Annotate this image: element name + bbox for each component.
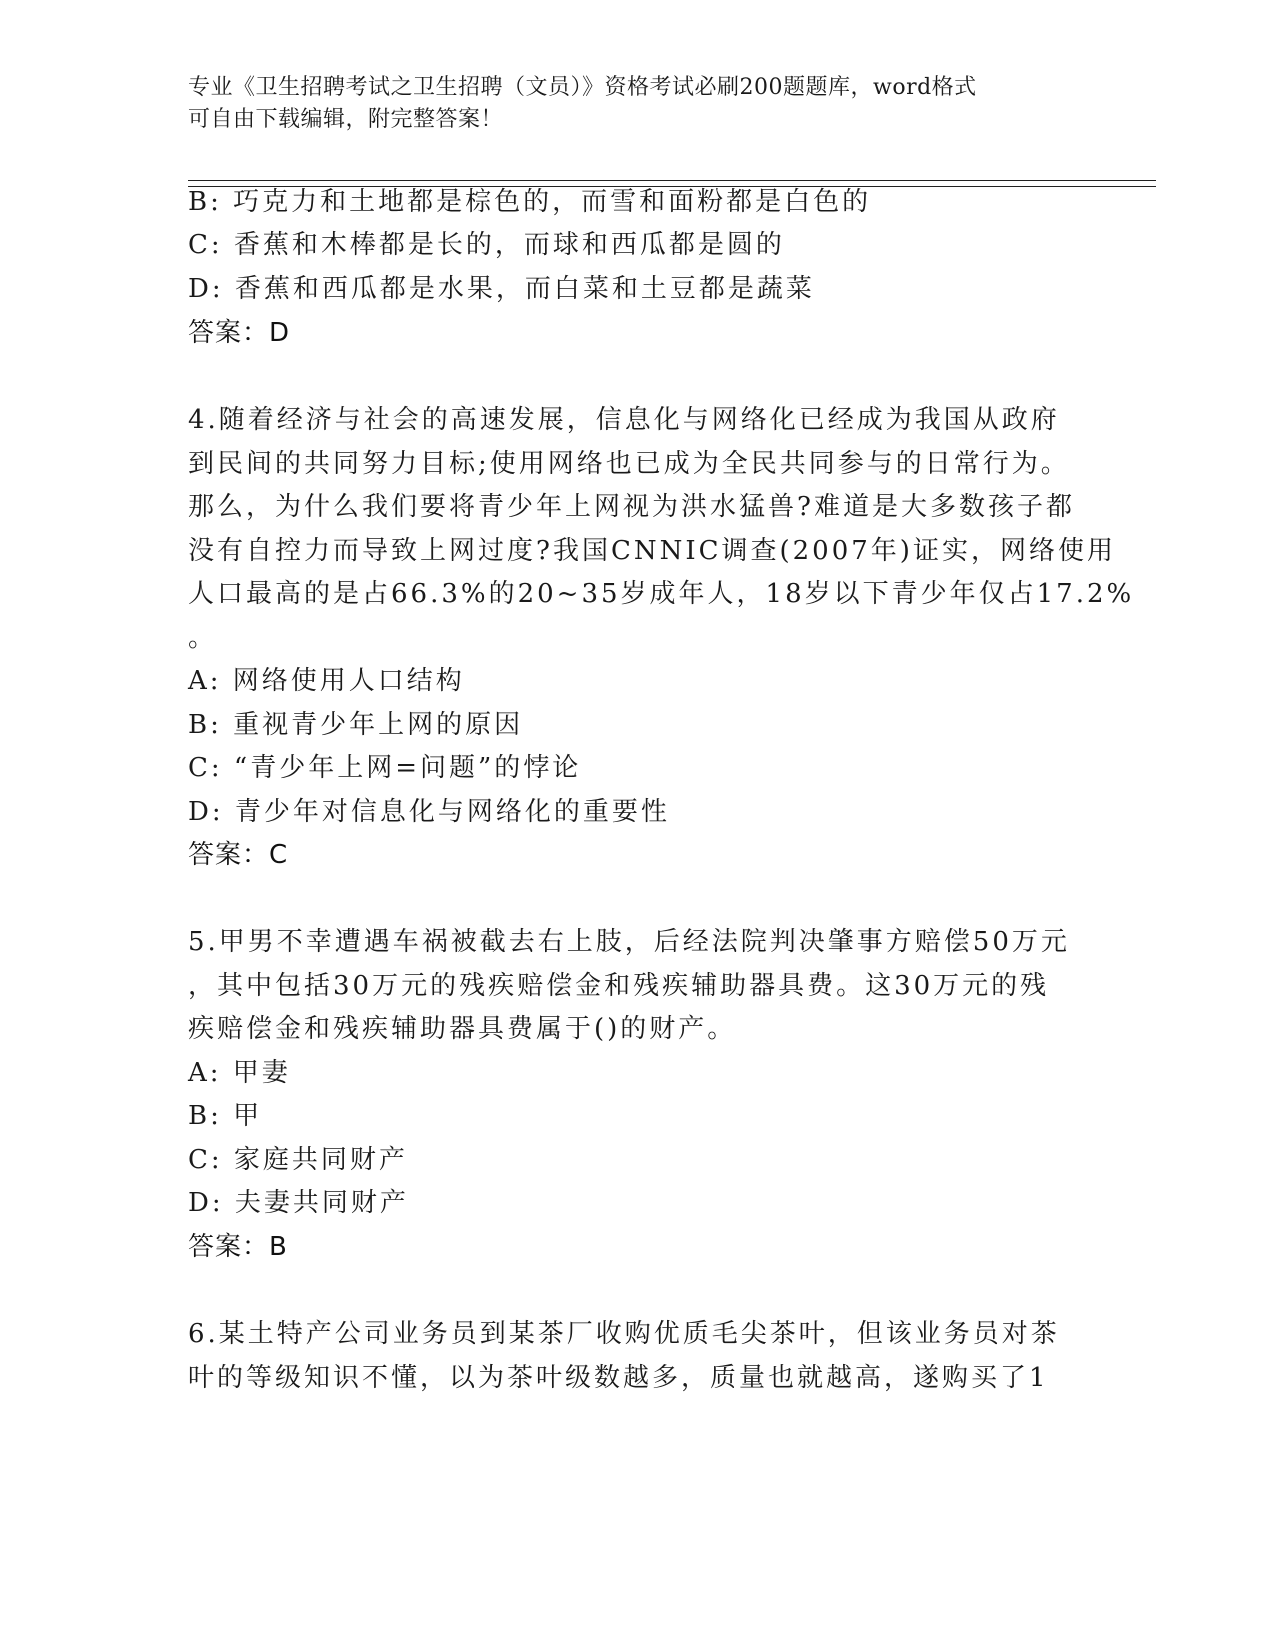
q5-stem-line-3: 疾赔偿金和残疾辅助器具费属于()的财产。 [188, 1014, 737, 1044]
q6-stem-line-2: 叶的等级知识不懂，以为茶叶级数越多，质量也就越高，遂购买了1 [188, 1363, 1049, 1393]
q4-option-c: C: “青少年上网=问题”的悖论 [188, 753, 582, 783]
q4-stem-line-3: 那么，为什么我们要将青少年上网视为洪水猛兽?难道是大多数孩子都 [188, 492, 1075, 522]
q4-stem-line-1: 4.随着经济与社会的高速发展，信息化与网络化已经成为我国从政府 [188, 405, 1060, 435]
q4-stem-line-4: 没有自控力而导致上网过度?我国CNNIC调查(2007年)证实，网络使用 [188, 536, 1116, 566]
q4-option-b: B: 重视青少年上网的原因 [188, 710, 524, 740]
header-rule-top [188, 180, 1156, 181]
q5-option-c: C: 家庭共同财产 [188, 1145, 408, 1175]
q5-option-a: A: 甲妻 [188, 1058, 291, 1088]
q3-option-d: D: 香蕉和西瓜都是水果，而白菜和土豆都是蔬菜 [188, 274, 815, 304]
q6-stem-line-1: 6.某土特产公司业务员到某茶厂收购优质毛尖茶叶，但该业务员对茶 [188, 1319, 1060, 1349]
q4-answer: 答案：C [188, 840, 289, 870]
q3-answer: 答案：D [188, 318, 291, 348]
q4-stem-line-2: 到民间的共同努力目标;使用网络也已成为全民共同参与的日常行为。 [188, 449, 1070, 479]
q5-option-b: B: 甲 [188, 1101, 263, 1131]
q5-stem-line-2: ，其中包括30万元的残疾赔偿金和残疾辅助器具费。这30万元的残 [188, 971, 1050, 1001]
header-line-1: 专业《卫生招聘考试之卫生招聘（文员）》资格考试必刷200题题库，word格式 [188, 75, 977, 100]
q5-option-d: D: 夫妻共同财产 [188, 1188, 409, 1218]
header-line-2: 可自由下载编辑，附完整答案！ [188, 107, 504, 132]
q4-option-d: D: 青少年对信息化与网络化的重要性 [188, 797, 670, 827]
q4-stem-line-5: 人口最高的是占66.3%的20~35岁成年人，18岁以下青少年仅占17.2% [188, 579, 1135, 609]
q4-stem-line-6: 。 [188, 623, 218, 653]
q4-option-a: A: 网络使用人口结构 [188, 666, 465, 696]
q3-option-b: B: 巧克力和土地都是棕色的，而雪和面粉都是白色的 [188, 187, 872, 217]
q5-answer: 答案：B [188, 1232, 288, 1262]
page-header [188, 72, 1068, 136]
q5-stem-line-1: 5.甲男不幸遭遇车祸被截去右上肢，后经法院判决肇事方赔偿50万元 [188, 927, 1070, 957]
q3-option-c: C: 香蕉和木棒都是长的，而球和西瓜都是圆的 [188, 230, 785, 260]
